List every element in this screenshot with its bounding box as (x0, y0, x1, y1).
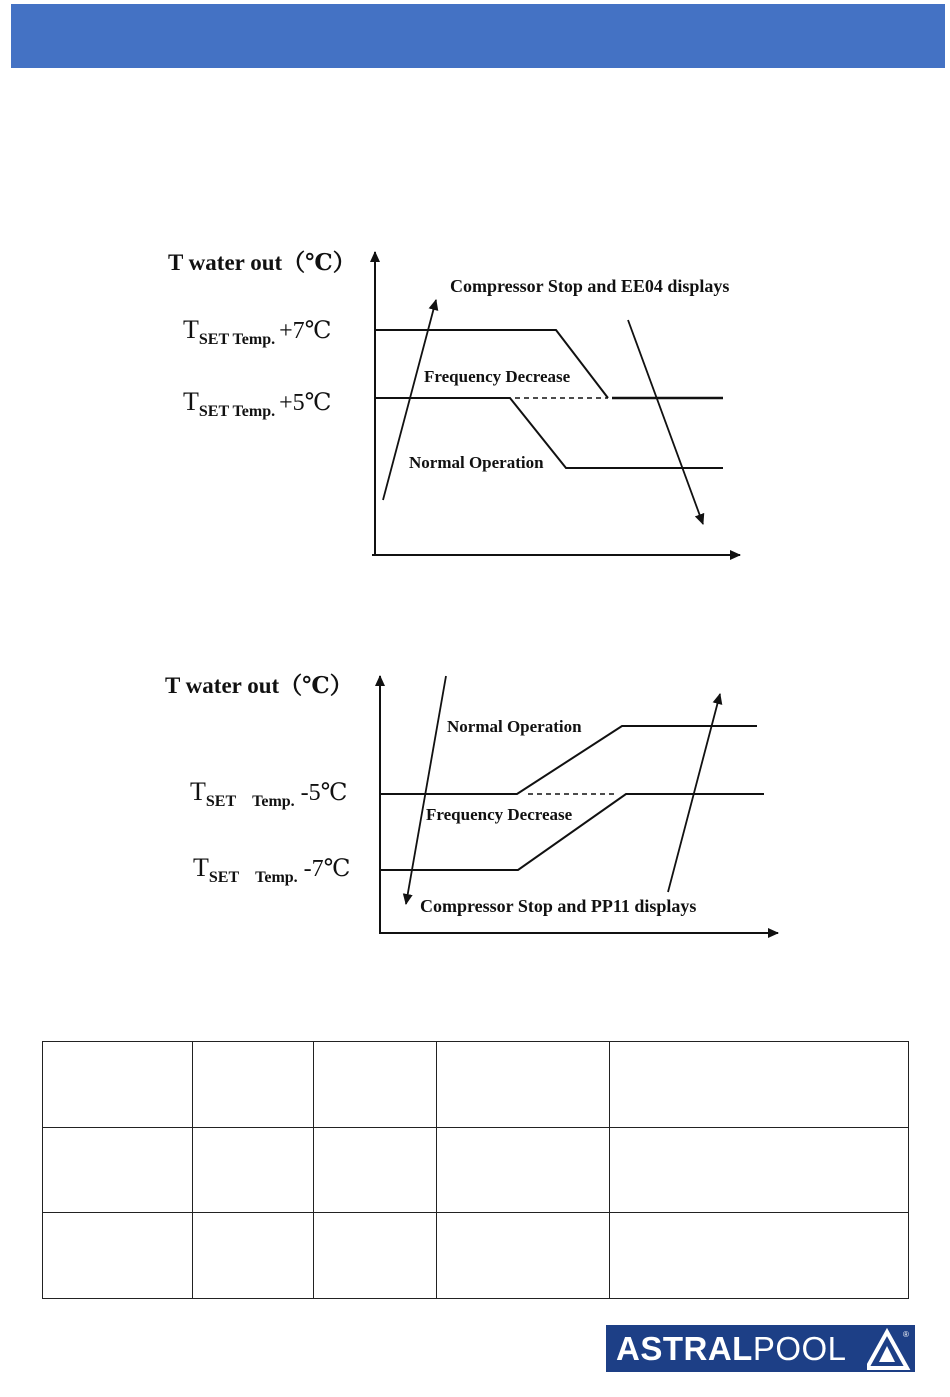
diagram-high-temp-protection (0, 230, 950, 580)
table-cell (437, 1042, 610, 1128)
normal-operation-label: Normal Operation (409, 453, 544, 472)
table-row (43, 1213, 909, 1299)
upper-threshold-label: TSET Temp. -5℃ (190, 777, 348, 810)
falling-temperature-arrow (628, 320, 703, 524)
svg-text:®: ® (903, 1330, 909, 1339)
frequency-decrease-curve (375, 330, 608, 398)
table-cell (314, 1127, 437, 1213)
frequency-decrease-label: Frequency Decrease (424, 367, 571, 386)
upper-threshold-label: TSET Temp. +7℃ (183, 315, 332, 348)
table-cell (43, 1042, 193, 1128)
table-cell (437, 1127, 610, 1213)
normal-operation-label: Normal Operation (447, 717, 582, 736)
table-cell (43, 1127, 193, 1213)
table-cell (610, 1127, 909, 1213)
lower-threshold-label: TSET Temp. +5℃ (183, 387, 332, 420)
table-row (43, 1127, 909, 1213)
table-cell (610, 1042, 909, 1128)
frequency-decrease-label: Frequency Decrease (426, 805, 573, 824)
table-row (43, 1042, 909, 1128)
table-cell (437, 1213, 610, 1299)
table-cell (43, 1213, 193, 1299)
table-cell (193, 1127, 314, 1213)
table-cell (610, 1213, 909, 1299)
lower-threshold-label: TSET Temp. -7℃ (193, 853, 351, 886)
logo-wordmark: ASTRALPOOL (616, 1329, 847, 1367)
y-axis-label: T water out（℃） (165, 673, 353, 698)
empty-table (42, 1041, 909, 1299)
table-cell (193, 1042, 314, 1128)
header-band (11, 4, 945, 68)
compressor-stop-label: Compressor Stop and PP11 displays (420, 896, 697, 916)
table-cell (314, 1213, 437, 1299)
astralpool-logo (606, 1325, 915, 1372)
normal-operation-curve (380, 726, 757, 794)
y-axis-label: T water out（℃） (168, 250, 356, 275)
table-cell (193, 1213, 314, 1299)
compressor-stop-label: Compressor Stop and EE04 displays (450, 276, 730, 296)
diagram-low-temp-protection (0, 660, 950, 960)
table-cell (314, 1042, 437, 1128)
triangle-logo-icon (867, 1328, 911, 1370)
